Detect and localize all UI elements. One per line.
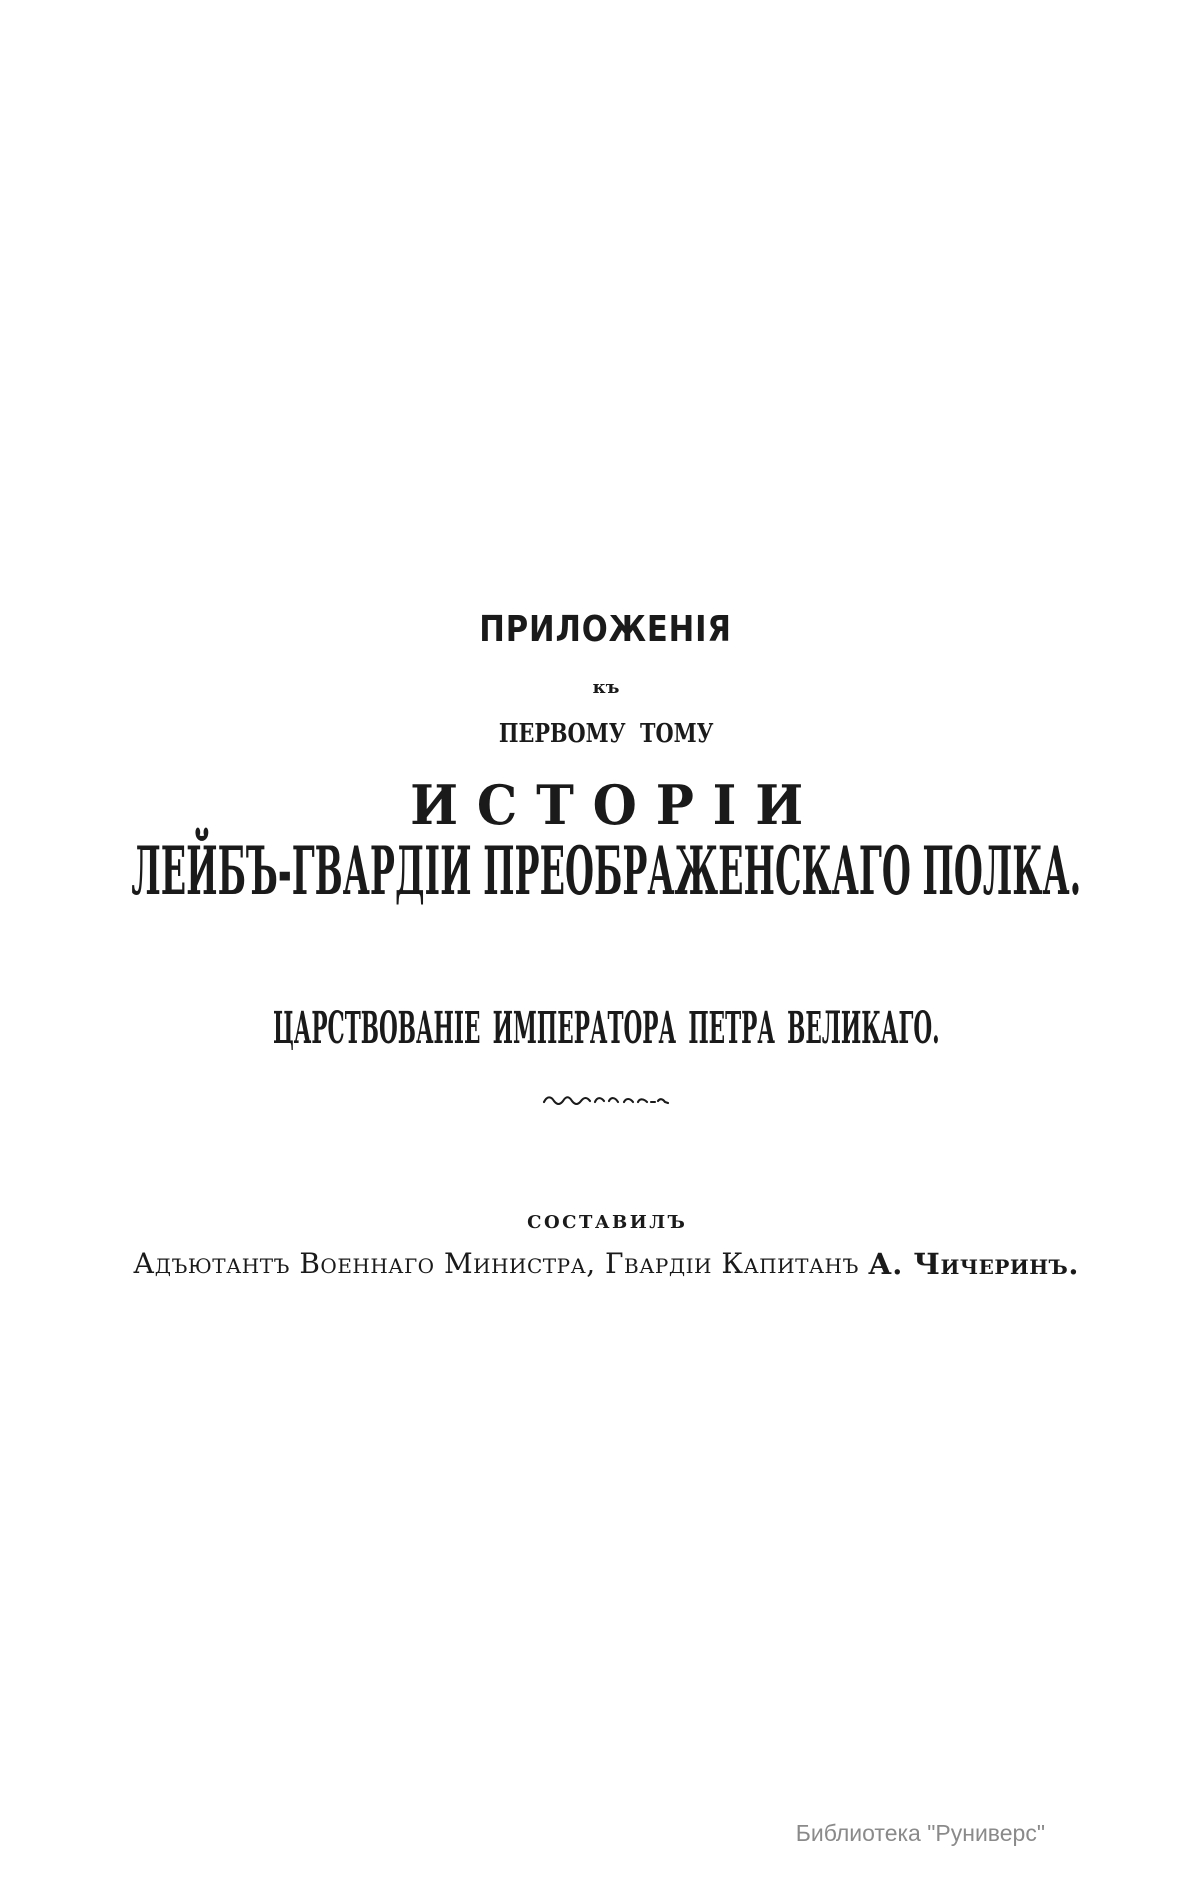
to-word-row	[0, 679, 1200, 697]
history-word: ИСТОРІИ	[410, 773, 822, 837]
author-row	[0, 1247, 1200, 1281]
main-title: ЛЕЙБЪ-ГВАРДІИ ПРЕОБРАЖЕНСКАГО ПОЛКА.	[131, 832, 1081, 911]
volume-label: ПЕРВОМУ ТОМУ	[498, 719, 714, 749]
wavy-line-divider-icon	[541, 1093, 671, 1109]
subtitle: ЦАРСТВОВАНІЕ ИМПЕРАТОРА ПЕТРА ВЕЛИКАГО.	[272, 1003, 940, 1054]
library-watermark: Библиотека "Руниверс"	[795, 1820, 1045, 1846]
appendices-heading: ПРИЛОЖЕНІЯ	[479, 609, 733, 650]
author-name: А. Чичеринъ.	[868, 1247, 1079, 1281]
appendices-heading-row	[0, 609, 1200, 650]
to-word: къ	[592, 677, 620, 698]
history-word-row	[0, 773, 1200, 837]
subtitle-row	[0, 1003, 1200, 1054]
main-title-row	[0, 832, 1200, 911]
compiled-by-label: СОСТАВИЛЪ	[527, 1212, 688, 1233]
author-title: Адъютантъ Военнаго Министра, Гвардіи Капитанъ	[133, 1247, 859, 1280]
compiled-by-row	[0, 1214, 1200, 1232]
divider-row	[0, 1093, 1200, 1109]
volume-line-row	[0, 721, 1200, 747]
